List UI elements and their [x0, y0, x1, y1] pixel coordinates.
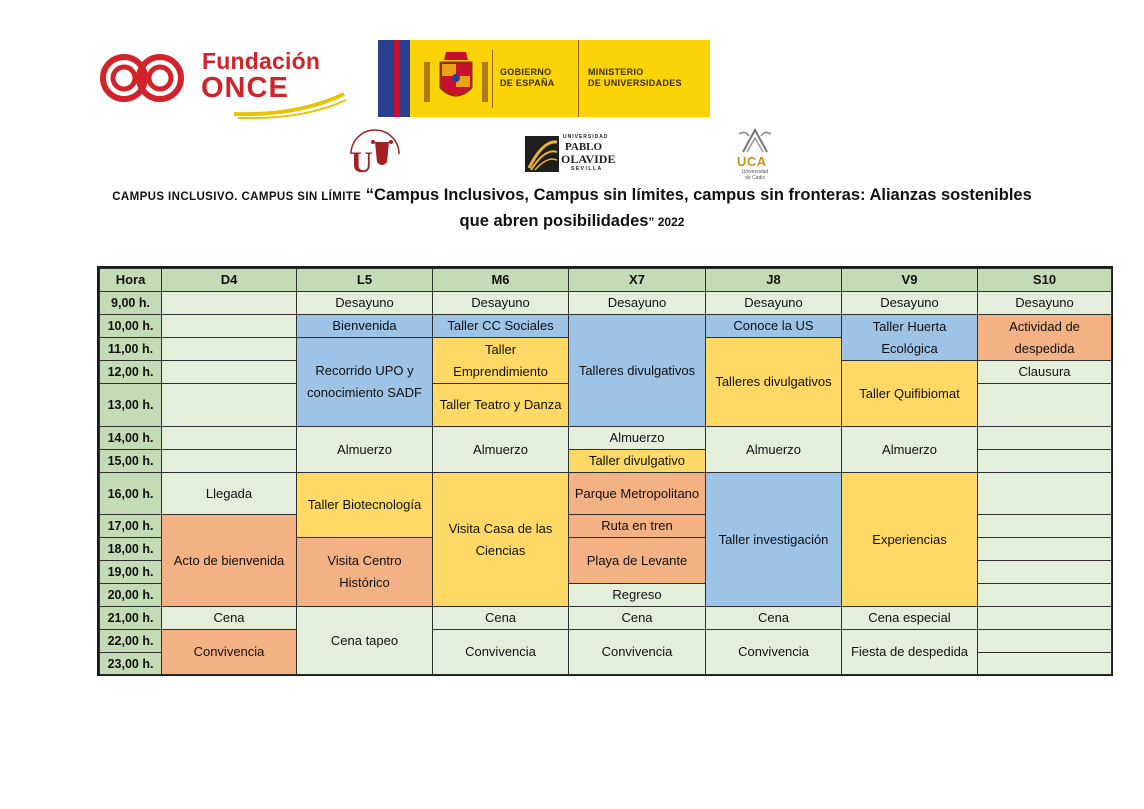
universidad-sevilla-logo [343, 128, 419, 178]
empty-slot [161, 383, 297, 427]
event-cell-x7-talleres: Talleres divulgativos [568, 314, 706, 427]
event-cell-j8-cena: Cena [705, 606, 842, 630]
gobierno-line1: GOBIERNO [500, 67, 552, 77]
column-header-s10: S10 [977, 268, 1112, 292]
empty-slot [161, 449, 297, 473]
eu-flag-icon [378, 40, 410, 117]
hour-label: 19,00 h. [99, 560, 162, 584]
hour-label: 20,00 h. [99, 583, 162, 607]
event-cell-j8-desayuno: Desayuno [705, 291, 842, 315]
empty-slot [977, 652, 1112, 675]
event-cell-v9-desayuno: Desayuno [841, 291, 978, 315]
hour-label: 16,00 h. [99, 472, 162, 515]
ministerio-universidades-text [588, 67, 698, 89]
event-cell-d4-acto: Acto de bienvenida [161, 514, 297, 607]
empty-slot [977, 514, 1112, 538]
universidad-cadiz-logo [733, 126, 777, 182]
event-cell-x7-almuerzo: Almuerzo [568, 426, 706, 450]
hour-label: 9,00 h. [99, 291, 162, 315]
event-cell-v9-fiesta: Fiesta de despedida [841, 629, 978, 675]
empty-slot [161, 314, 297, 338]
event-cell-v9-quifibiomat: Taller Quifibiomat [841, 360, 978, 427]
event-cell-s10-desayuno: Desayuno [977, 291, 1112, 315]
document-title-line1 [0, 186, 1144, 205]
event-cell-d4-convivencia: Convivencia [161, 629, 297, 675]
uca-name: UCA [737, 154, 767, 169]
hour-label: 11,00 h. [99, 337, 162, 361]
upo-name-line2: OLAVIDE [561, 152, 616, 166]
event-cell-j8-almuerzo: Almuerzo [705, 426, 842, 473]
event-cell-x7-ruta: Ruta en tren [568, 514, 706, 538]
event-cell-l5-desayuno: Desayuno [296, 291, 433, 315]
gobierno-line2: DE ESPAÑA [500, 78, 555, 88]
event-cell-l5-recorrido: Recorrido UPO y conocimiento SADF [296, 337, 433, 427]
hour-label: 14,00 h. [99, 426, 162, 450]
event-cell-m6-almuerzo: Almuerzo [432, 426, 569, 473]
column-header-j8: J8 [705, 268, 842, 292]
event-cell-d4-cena: Cena [161, 606, 297, 630]
once-logo-line2: ONCE [201, 72, 289, 104]
title-suffix: ” 2022 [648, 215, 685, 229]
event-cell-x7-desayuno: Desayuno [568, 291, 706, 315]
event-cell-d4-llegada: Llegada [161, 472, 297, 515]
title-prefix: CAMPUS INCLUSIVO. CAMPUS SIN LÍMITE [112, 191, 362, 203]
event-cell-m6-convivencia: Convivencia [432, 629, 569, 675]
column-header-x7: X7 [568, 268, 706, 292]
empty-slot [977, 583, 1112, 607]
svg-text:U: U [351, 146, 373, 178]
event-cell-l5-almuerzo: Almuerzo [296, 426, 433, 473]
event-cell-m6-visita-ciencias: Visita Casa de las Ciencias [432, 472, 569, 607]
ministerio-line1: MINISTERIO [588, 67, 644, 77]
empty-slot [977, 629, 1112, 653]
event-cell-j8-investigacion: Taller investigación [705, 472, 842, 607]
event-cell-x7-taller-divulgativo: Taller divulgativo [568, 449, 706, 473]
hour-label: 21,00 h. [99, 606, 162, 630]
empty-slot [161, 426, 297, 450]
empty-slot [161, 337, 297, 361]
spanish-coat-of-arms-icon [422, 48, 490, 110]
uca-subtitle: Universidad de Cádiz [741, 169, 769, 181]
hour-label: 10,00 h. [99, 314, 162, 338]
event-cell-m6-desayuno: Desayuno [432, 291, 569, 315]
empty-slot [977, 383, 1112, 427]
empty-slot [161, 360, 297, 384]
event-cell-m6-cena: Cena [432, 606, 569, 630]
event-cell-m6-teatro: Taller Teatro y Danza [432, 383, 569, 427]
empty-slot [161, 291, 297, 315]
schedule-table [97, 266, 1113, 676]
column-header-hora: Hora [99, 268, 162, 292]
event-cell-x7-cena: Cena [568, 606, 706, 630]
upo-bottom-text: SEVILLA [571, 166, 603, 172]
event-cell-l5-cena-tapeo: Cena tapeo [296, 606, 433, 675]
hour-label: 17,00 h. [99, 514, 162, 538]
event-cell-x7-playa: Playa de Levante [568, 537, 706, 584]
fundacion-once-logo [98, 42, 348, 120]
column-header-m6: M6 [432, 268, 569, 292]
upo-top-text: UNIVERSIDAD [563, 134, 609, 140]
event-cell-v9-almuerzo: Almuerzo [841, 426, 978, 473]
pablo-olavide-logo [523, 132, 623, 176]
empty-slot [977, 449, 1112, 473]
event-cell-l5-visita-centro: Visita Centro Histórico [296, 537, 433, 607]
event-cell-v9-experiencias: Experiencias [841, 472, 978, 607]
event-cell-v9-huerta: Taller Huerta Ecológica [841, 314, 978, 361]
hour-label: 23,00 h. [99, 652, 162, 675]
once-logo-line1: Fundación [202, 48, 321, 74]
title-main-line2: que abren posibilidades [459, 212, 649, 230]
hour-label: 13,00 h. [99, 383, 162, 427]
empty-slot [977, 560, 1112, 584]
event-cell-x7-regreso: Regreso [568, 583, 706, 607]
event-cell-j8-talleres: Talleres divulgativos [705, 337, 842, 427]
event-cell-l5-biotecnologia: Taller Biotecnología [296, 472, 433, 538]
event-cell-m6-cc-sociales: Taller CC Sociales [432, 314, 569, 338]
column-header-v9: V9 [841, 268, 978, 292]
hour-label: 15,00 h. [99, 449, 162, 473]
event-cell-j8-convivencia: Convivencia [705, 629, 842, 675]
column-header-l5: L5 [296, 268, 433, 292]
event-cell-j8-conoce: Conoce la US [705, 314, 842, 338]
hour-label: 18,00 h. [99, 537, 162, 561]
upo-name-line1: PABLO [565, 141, 603, 153]
event-cell-x7-convivencia: Convivencia [568, 629, 706, 675]
document-title-line2 [0, 212, 1144, 231]
event-cell-v9-cena-especial: Cena especial [841, 606, 978, 630]
event-cell-l5-bienvenida: Bienvenida [296, 314, 433, 338]
gobierno-espana-text [500, 67, 574, 89]
event-cell-m6-emprendimiento: Taller Emprendimiento [432, 337, 569, 384]
hour-label: 22,00 h. [99, 629, 162, 653]
event-cell-x7-parque: Parque Metropolitano [568, 472, 706, 515]
empty-slot [977, 606, 1112, 630]
title-main-line1: “Campus Inclusivos, Campus sin límites, campus sin fronteras: Alianzas sostenibles [365, 186, 1032, 204]
column-header-d4: D4 [161, 268, 297, 292]
ministerio-line2: DE UNIVERSIDADES [588, 78, 682, 88]
empty-slot [977, 472, 1112, 515]
event-cell-s10-despedida: Actividad de despedida [977, 314, 1112, 361]
empty-slot [977, 537, 1112, 561]
hour-label: 12,00 h. [99, 360, 162, 384]
gobierno-espana-logo [378, 40, 710, 117]
uca-emblem-icon [733, 126, 777, 156]
universidad-sevilla-seal-icon [343, 128, 419, 178]
empty-slot [977, 426, 1112, 450]
event-cell-s10-clausura: Clausura [977, 360, 1112, 384]
